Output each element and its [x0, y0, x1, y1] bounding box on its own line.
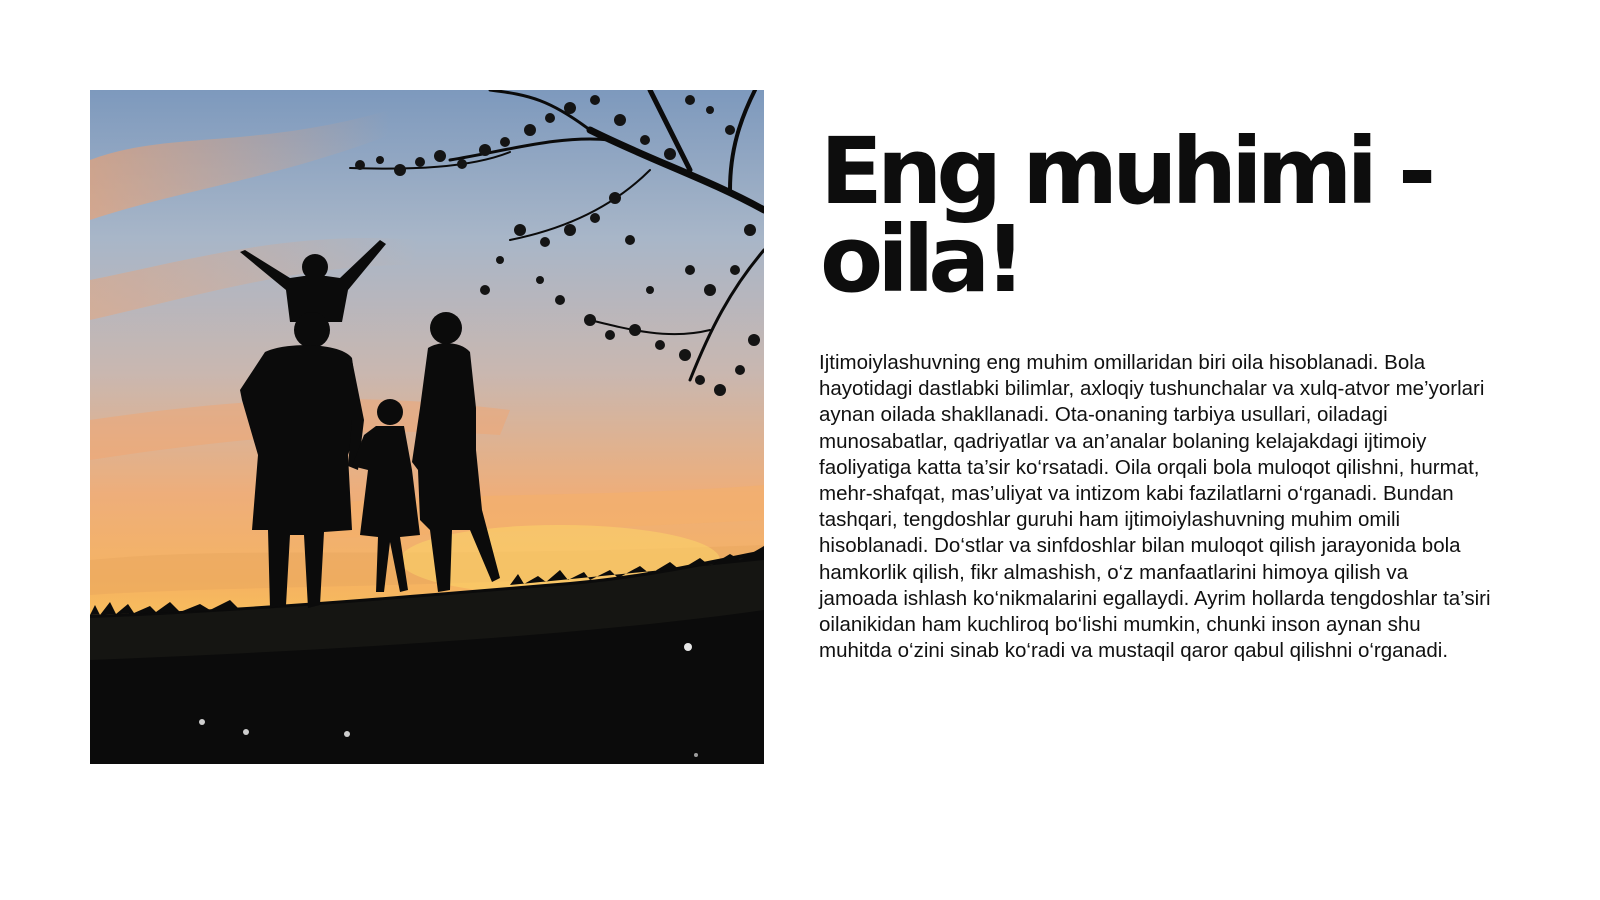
family-sunset-photo [90, 90, 764, 764]
slide-title: Eng muhimi - oila! [820, 118, 1431, 313]
family-silhouette-image [90, 90, 764, 764]
slide-body-text: Ijtimoiylashuvning eng muhim omillaridan biri oila hisoblanadi. Bola hayotidagi dastlabki bilimlar, axloqiy tushunchalar va xulq-atvor me’yorlari aynan oilada shakllanadi. Ota-onaning tarbiya usullari, oiladagi munosabatlar, qadriyatlar va an’analar bolaning kelajakdagi ijtimoiy faoliyatiga katta ta’sir ko‘rsatadi. Oila orqali bola muloqot qilishni, hurmat, mehr-shafqat, mas’uliyat va intizom kabi fazilatlarni o‘rganadi. Bundan tashqari, tengdoshlar guruhi ham ijtimoiylashuvning muhim omili hisoblanadi. Do‘stlar va sinfdoshlar bilan muloqot qilish jarayonida bola hamkorlik qilish, fikr almashish, o‘z manfaatlarini himoya qilish va jamoada ishlash ko‘nikmalarini egallaydi. Ayrim hollarda tengdoshlar ta’siri oilanikidan ham kuchliroq bo‘lishi mumkin, chunki inson aynan shu muhitda o‘zini sinab ko‘radi va mustaqil qaror qabul qilishni o‘rganadi. [819, 351, 1491, 663]
